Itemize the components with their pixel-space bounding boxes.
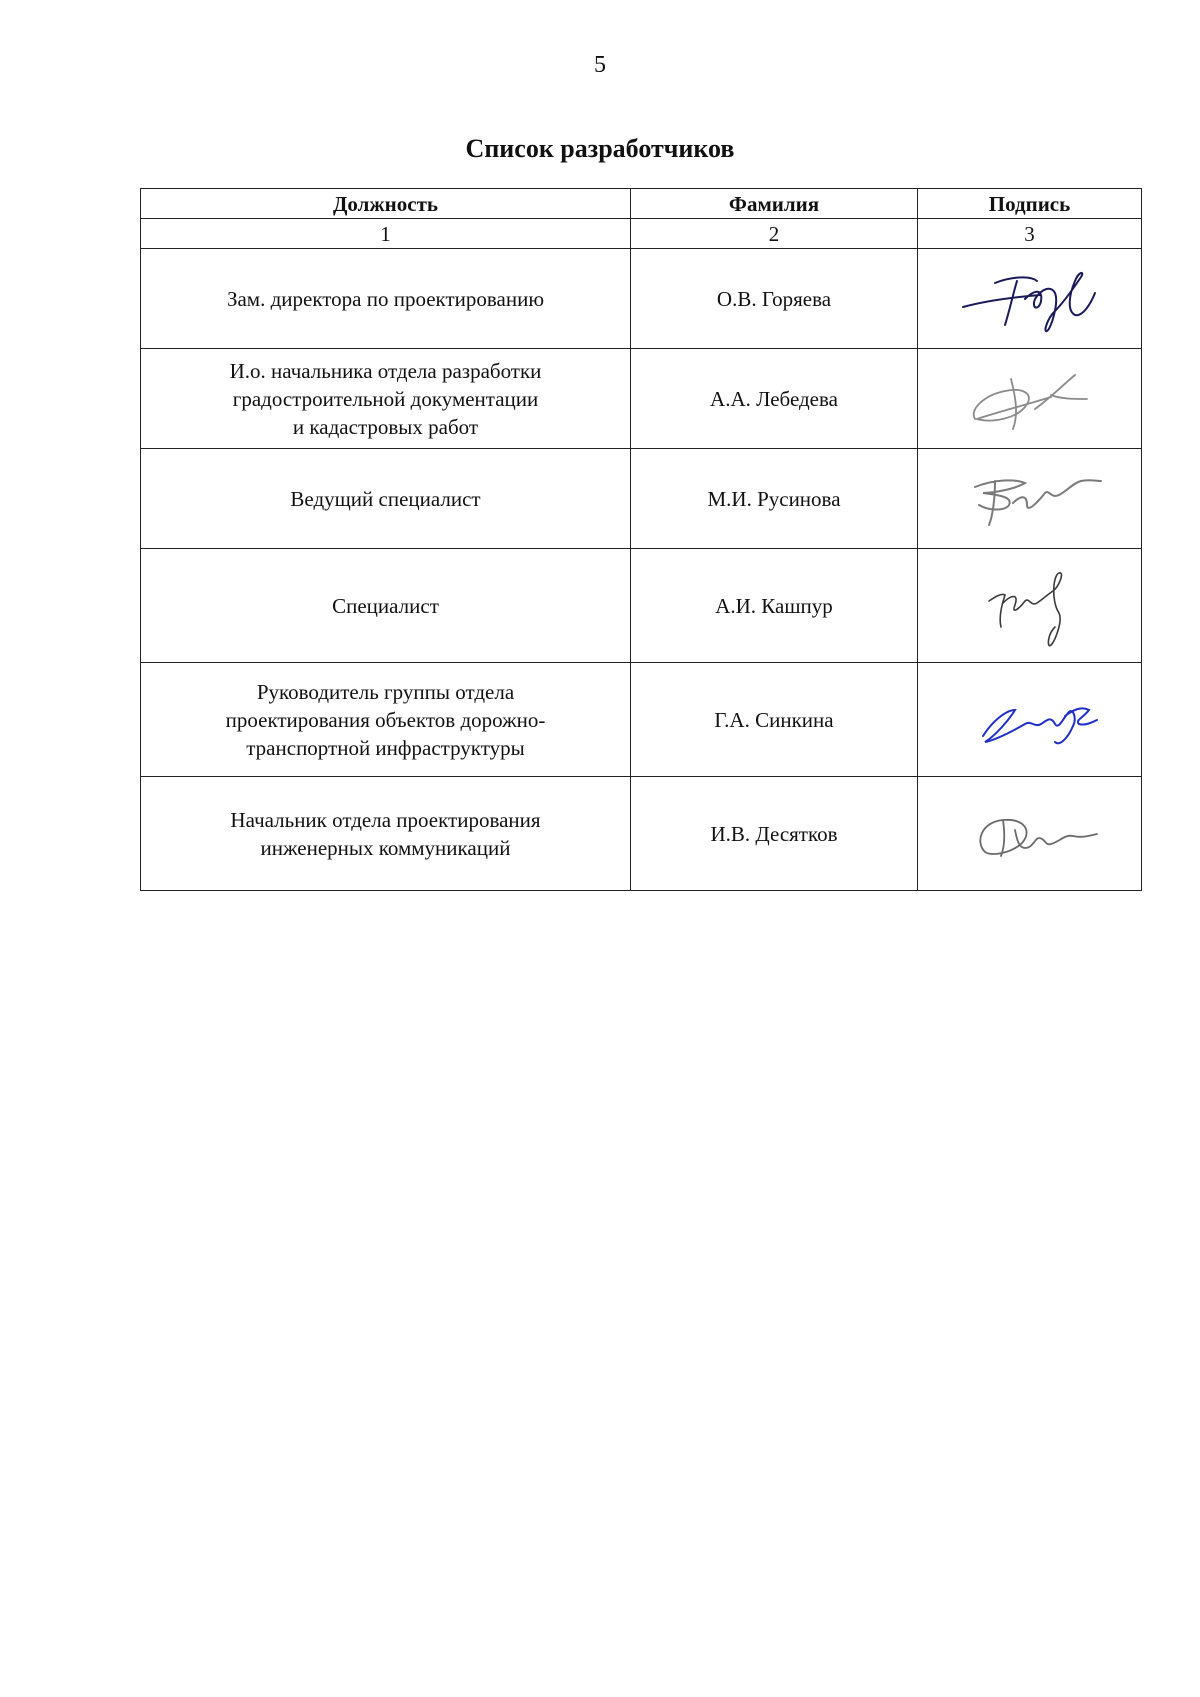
table-row (141, 777, 1142, 891)
signature-cell (918, 549, 1142, 663)
table-row (141, 449, 1142, 549)
position-cell: Начальник отдела проектирования инженерных коммуникаций (141, 777, 631, 891)
signature-cell (918, 249, 1142, 349)
table-row (141, 663, 1142, 777)
header-position: Должность (141, 189, 631, 219)
signature-cell (918, 777, 1142, 891)
table-row (141, 349, 1142, 449)
position-cell: Ведущий специалист (141, 449, 631, 549)
signature-image (955, 680, 1105, 760)
column-number: 2 (631, 219, 918, 249)
position-cell: Руководитель группы отдела проектирования объектов дорожно- транспортной инфраструктуры (141, 663, 631, 777)
document-title: Список разработчиков (465, 134, 735, 163)
page-number: 5 (594, 52, 606, 78)
table-row (141, 549, 1142, 663)
table-row (141, 249, 1142, 349)
position-cell: Специалист (141, 549, 631, 663)
developers-table (140, 188, 1142, 891)
signature-image (955, 359, 1105, 439)
name-cell: А.И. Кашпур (631, 549, 918, 663)
header-name: Фамилия (631, 189, 918, 219)
signature-cell (918, 449, 1142, 549)
position-cell: И.о. начальника отдела разработки градостроительной документации и кадастровых работ (141, 349, 631, 449)
signature-image (955, 794, 1105, 874)
position-cell: Зам. директора по проектированию (141, 249, 631, 349)
name-cell: О.В. Горяева (631, 249, 918, 349)
column-number-row (141, 219, 1142, 249)
signature-cell (918, 349, 1142, 449)
header-signature: Подпись (918, 189, 1142, 219)
signature-image (955, 459, 1105, 539)
signature-image (955, 259, 1105, 339)
name-cell: Г.А. Синкина (631, 663, 918, 777)
signature-cell (918, 663, 1142, 777)
signature-image (955, 561, 1105, 651)
name-cell: А.А. Лебедева (631, 349, 918, 449)
name-cell: М.И. Русинова (631, 449, 918, 549)
column-number: 1 (141, 219, 631, 249)
name-cell: И.В. Десятков (631, 777, 918, 891)
column-number: 3 (918, 219, 1142, 249)
table-header-row (141, 189, 1142, 219)
